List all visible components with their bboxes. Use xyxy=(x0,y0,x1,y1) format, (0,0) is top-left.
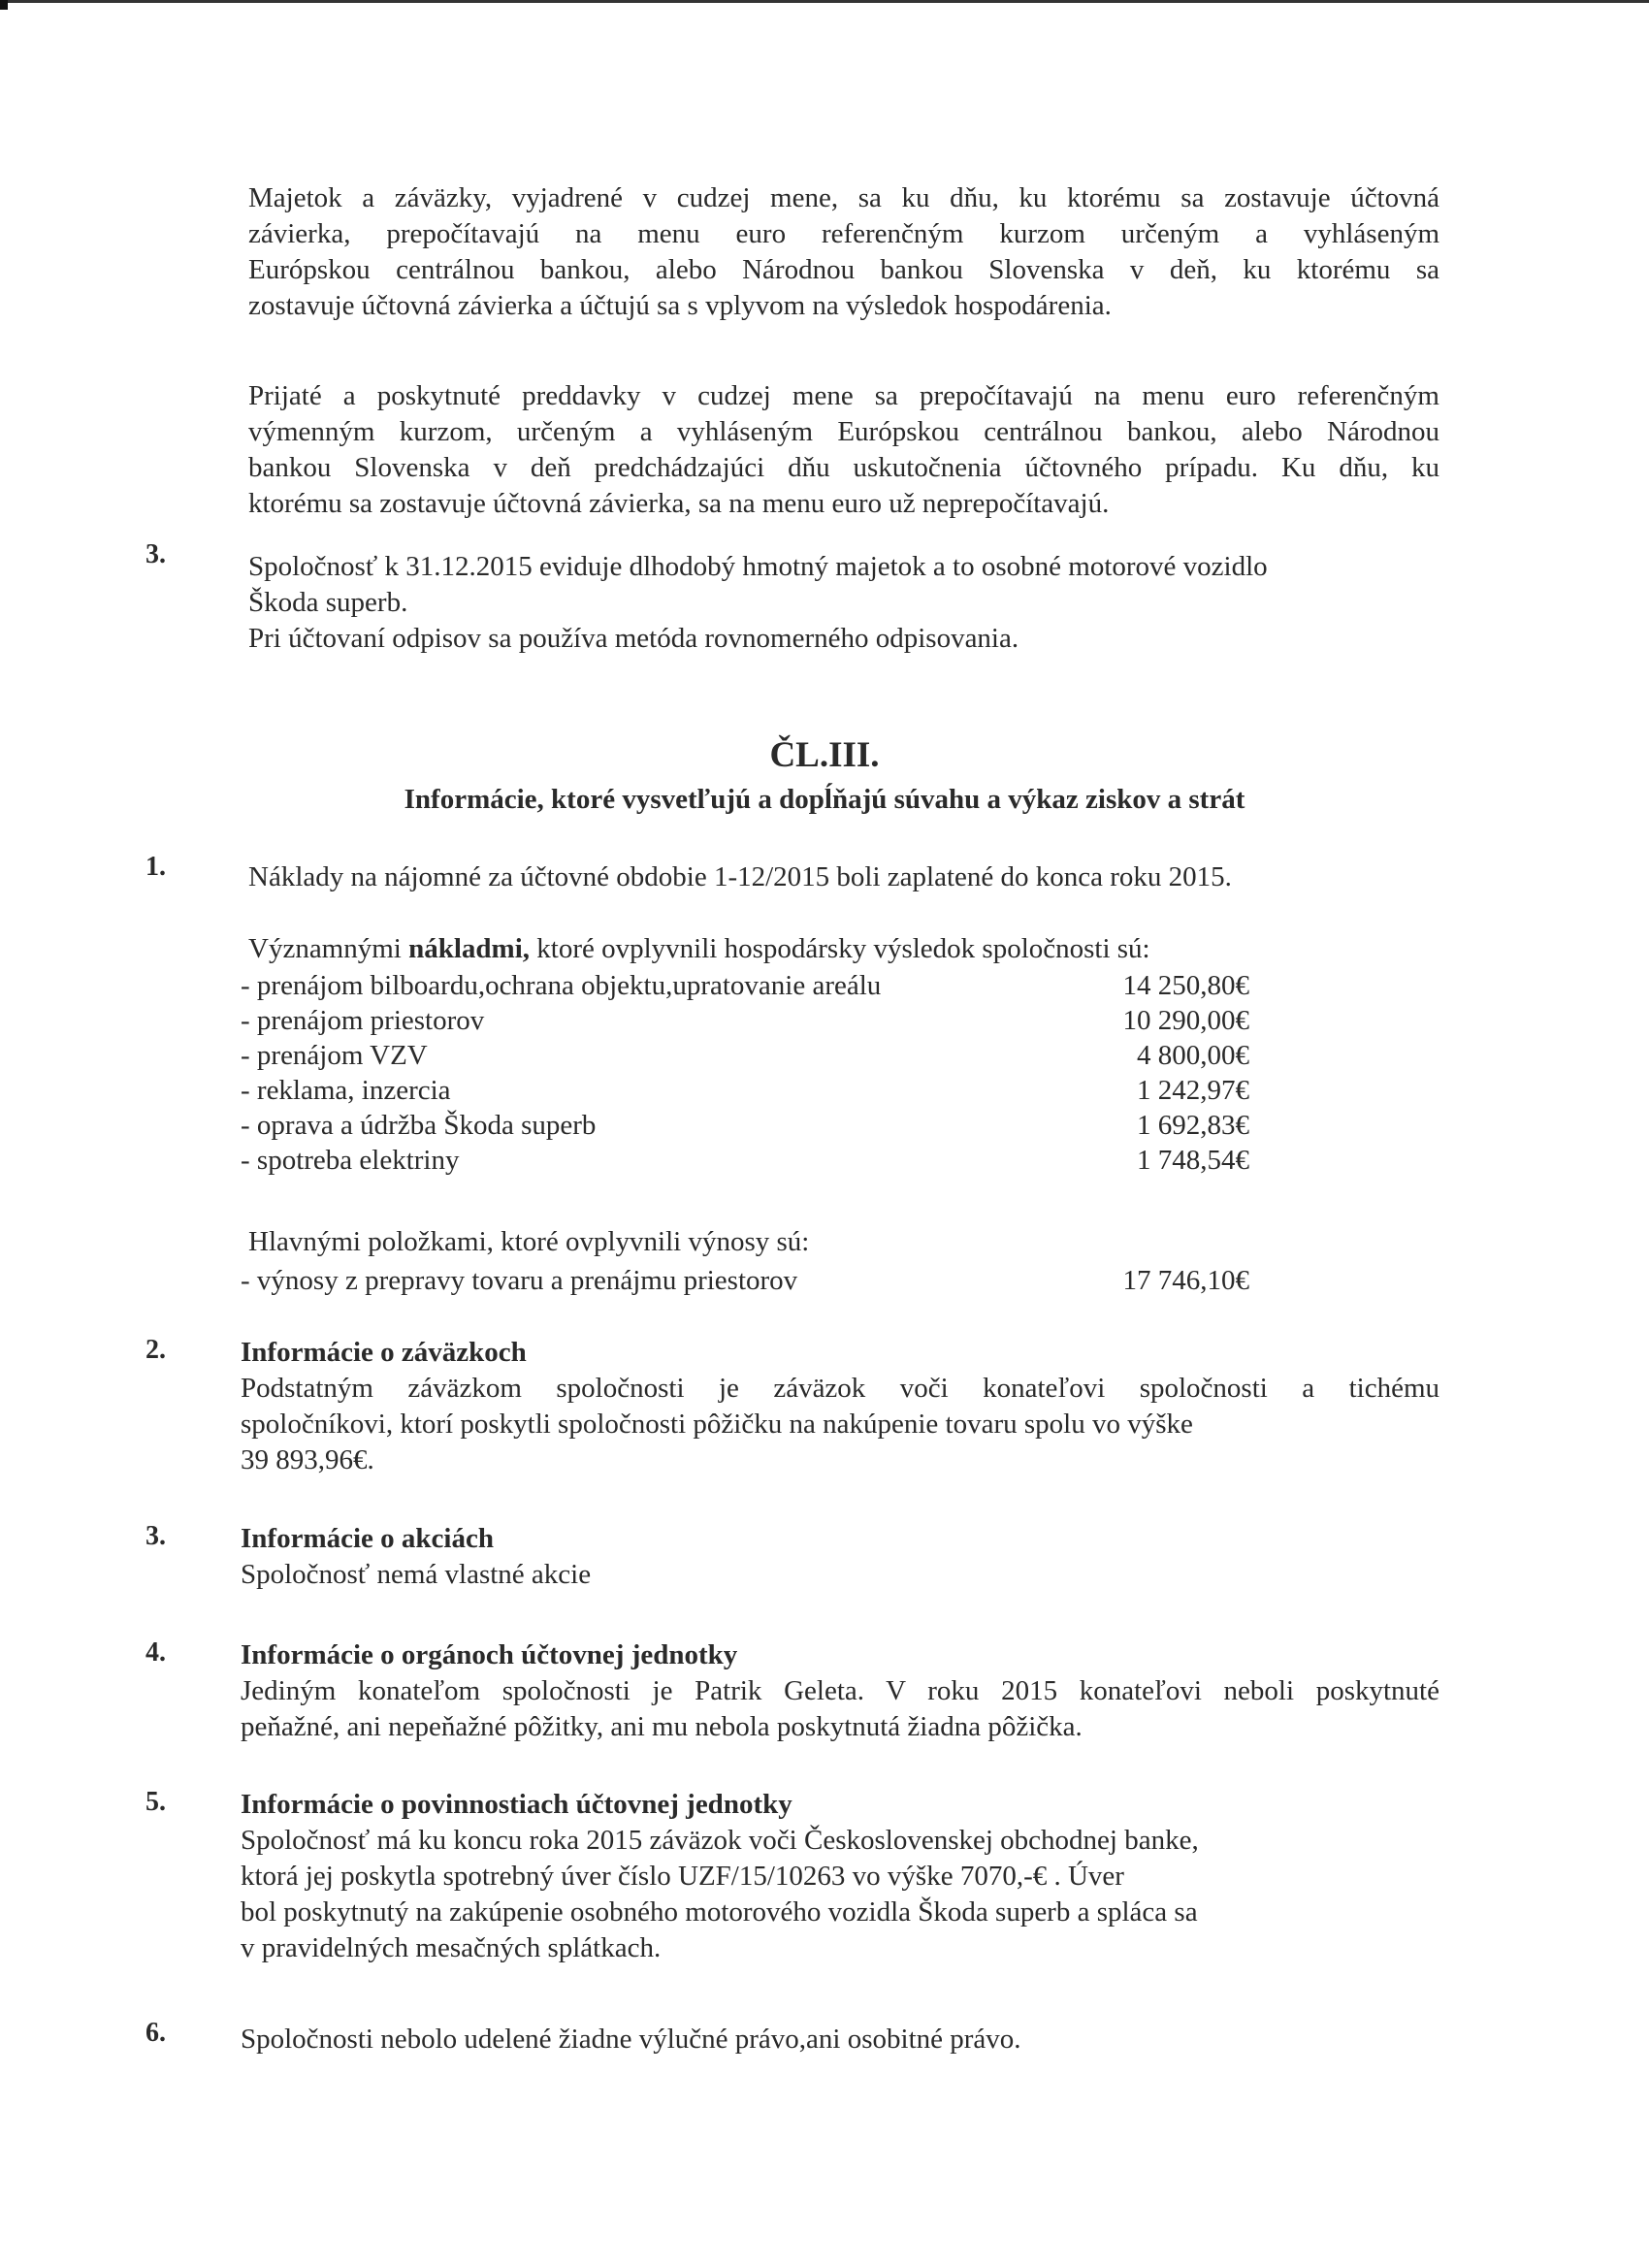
article-subtitle: Informácie, ktoré vysvetľujú a dopĺňajú súvahu a výkaz ziskov a strát xyxy=(404,784,1245,815)
section-heading: Informácie o povinnostiach účtovnej jednotky xyxy=(241,1789,792,1820)
text-line: peňažné, ani nepeňažné pôžitky, ani mu nebola poskytnutá žiadna pôžička. xyxy=(241,1711,1083,1742)
section-heading: Informácie o akciách xyxy=(241,1523,494,1554)
cost-row xyxy=(241,968,1249,1003)
costs-intro xyxy=(248,931,1439,967)
text-line: Spoločnosť k 31.12.2015 eviduje dlhodobý hmotný majetok a to osobné motorové vozidlo xyxy=(248,551,1268,582)
scan-top-border xyxy=(0,0,1649,3)
cost-amount: 10 290,00€ xyxy=(1122,1005,1249,1036)
obligations-section xyxy=(241,1787,1249,1966)
cost-label: - oprava a údržba Škoda superb xyxy=(241,1110,597,1141)
cost-amount: 1 242,97€ xyxy=(1137,1075,1249,1106)
text-line: Prijaté a poskytnuté preddavky v cudzej mene sa prepočítavajú na menu euro referenčným xyxy=(248,380,1439,411)
item-number: 3. xyxy=(146,539,166,569)
text-line: Náklady na nájomné za účtovné obdobie 1-12/2015 boli zaplatené do konca roku 2015. xyxy=(248,861,1232,892)
rent-statement xyxy=(248,859,1439,895)
text-line: ktorému sa zostavuje účtovná závierka, sa na menu euro už neprepočítavajú. xyxy=(248,488,1110,519)
text-line xyxy=(248,931,1439,967)
text-line: Škoda superb. xyxy=(248,587,408,618)
text-line: Podstatným záväzkom spoločnosti je záväzok voči konateľovi spoločnosti a tichému xyxy=(241,1373,1439,1404)
text-line: Jediným konateľom spoločnosti je Patrik Geleta. V roku 2015 konateľovi neboli poskytnuté xyxy=(241,1675,1439,1706)
text-line: Spoločnosť nemá vlastné akcie xyxy=(241,1559,592,1590)
text-line: Majetok a záväzky, vyjadrené v cudzej mene, sa ku dňu, ku ktorému sa zostavuje účtovná xyxy=(248,182,1439,213)
revenue-intro xyxy=(248,1224,1439,1260)
cost-row xyxy=(241,1038,1249,1073)
cost-amount: 1 692,83€ xyxy=(1137,1110,1249,1141)
text-line: závierka, prepočítavajú na menu euro referenčným kurzom určeným a vyhláseným xyxy=(248,218,1439,249)
intro-bold: nákladmi, xyxy=(408,933,531,964)
text-line: Hlavnými položkami, ktoré ovplyvnili výnosy sú: xyxy=(248,1226,810,1257)
revenue-list xyxy=(241,1263,1249,1298)
text-line: výmenným kurzom, určeným a vyhláseným Európskou centrálnou bankou, alebo Národnou xyxy=(248,416,1439,447)
text-line: 39 893,96€. xyxy=(241,1444,374,1475)
text-line: bankou Slovenska v deň predchádzajúci dňu uskutočnenia účtovného prípadu. Ku dňu, ku xyxy=(248,452,1439,483)
cost-row xyxy=(241,1073,1249,1108)
text-line: bol poskytnutý na zakúpenie osobného motorového vozidla Škoda superb a spláca sa xyxy=(241,1896,1198,1928)
revenue-row xyxy=(241,1263,1249,1298)
revenue-amount: 17 746,10€ xyxy=(1122,1265,1249,1296)
cost-label: - prenájom priestorov xyxy=(241,1005,485,1036)
shares-section xyxy=(241,1521,1249,1593)
cost-amount: 1 748,54€ xyxy=(1137,1145,1249,1176)
text-line: zostavuje účtovná závierka a účtujú sa s vplyvom na výsledok hospodárenia. xyxy=(248,290,1112,321)
cost-row xyxy=(241,1108,1249,1143)
paragraph-fixed-assets xyxy=(248,549,1439,657)
item-number: 2. xyxy=(146,1335,166,1365)
revenue-label: - výnosy z prepravy tovaru a prenájmu priestorov xyxy=(241,1265,798,1296)
section-heading: Informácie o záväzkoch xyxy=(241,1337,527,1368)
intro-text: Významnými xyxy=(248,933,409,964)
item-number: 1. xyxy=(146,852,166,882)
item-number: 4. xyxy=(146,1637,166,1668)
cost-label: - prenájom VZV xyxy=(241,1040,428,1071)
cost-label: - reklama, inzercia xyxy=(241,1075,451,1106)
costs-list xyxy=(241,968,1249,1178)
bodies-section xyxy=(241,1637,1439,1745)
rights-statement xyxy=(241,2022,1249,2057)
liabilities-section xyxy=(241,1335,1439,1478)
cost-label: - spotreba elektriny xyxy=(241,1145,460,1176)
cost-row xyxy=(241,1143,1249,1178)
item-number: 6. xyxy=(146,2018,166,2048)
cost-amount: 4 800,00€ xyxy=(1137,1040,1249,1071)
cost-label: - prenájom bilboardu,ochrana objektu,upratovanie areálu xyxy=(241,970,882,1001)
cost-amount: 14 250,80€ xyxy=(1122,970,1249,1001)
item-number: 3. xyxy=(146,1521,166,1551)
intro-text: ktoré ovplyvnili hospodársky výsledok spoločnosti sú: xyxy=(530,933,1150,964)
cost-row xyxy=(241,1003,1249,1038)
text-line: spoločníkovi, ktorí poskytli spoločnosti pôžičku na nakúpenie tovaru spolu vo výške xyxy=(241,1409,1193,1440)
text-line: Európskou centrálnou bankou, alebo Národnou bankou Slovenska v deň, ku ktorému sa xyxy=(248,254,1439,285)
item-number: 5. xyxy=(146,1787,166,1817)
text-line: ktorá jej poskytla spotrebný úver číslo UZF/15/10263 vo výške 7070,-€ . Úver xyxy=(241,1861,1124,1892)
paragraph-advances xyxy=(248,378,1439,522)
text-line: Pri účtovaní odpisov sa používa metóda rovnomerného odpisovania. xyxy=(248,623,1019,654)
paragraph-foreign-currency xyxy=(248,180,1439,324)
text-line: Spoločnosti nebolo udelené žiadne výlučné právo,ani osobitné právo. xyxy=(241,2024,1021,2055)
section-heading: Informácie o orgánoch účtovnej jednotky xyxy=(241,1639,738,1670)
text-line: v pravidelných mesačných splátkach. xyxy=(241,1932,662,1963)
text-line: Spoločnosť má ku koncu roka 2015 záväzok voči Československej obchodnej banke, xyxy=(241,1825,1199,1856)
scan-corner-mark xyxy=(0,0,8,10)
article-title: ČL.III. xyxy=(769,735,880,775)
